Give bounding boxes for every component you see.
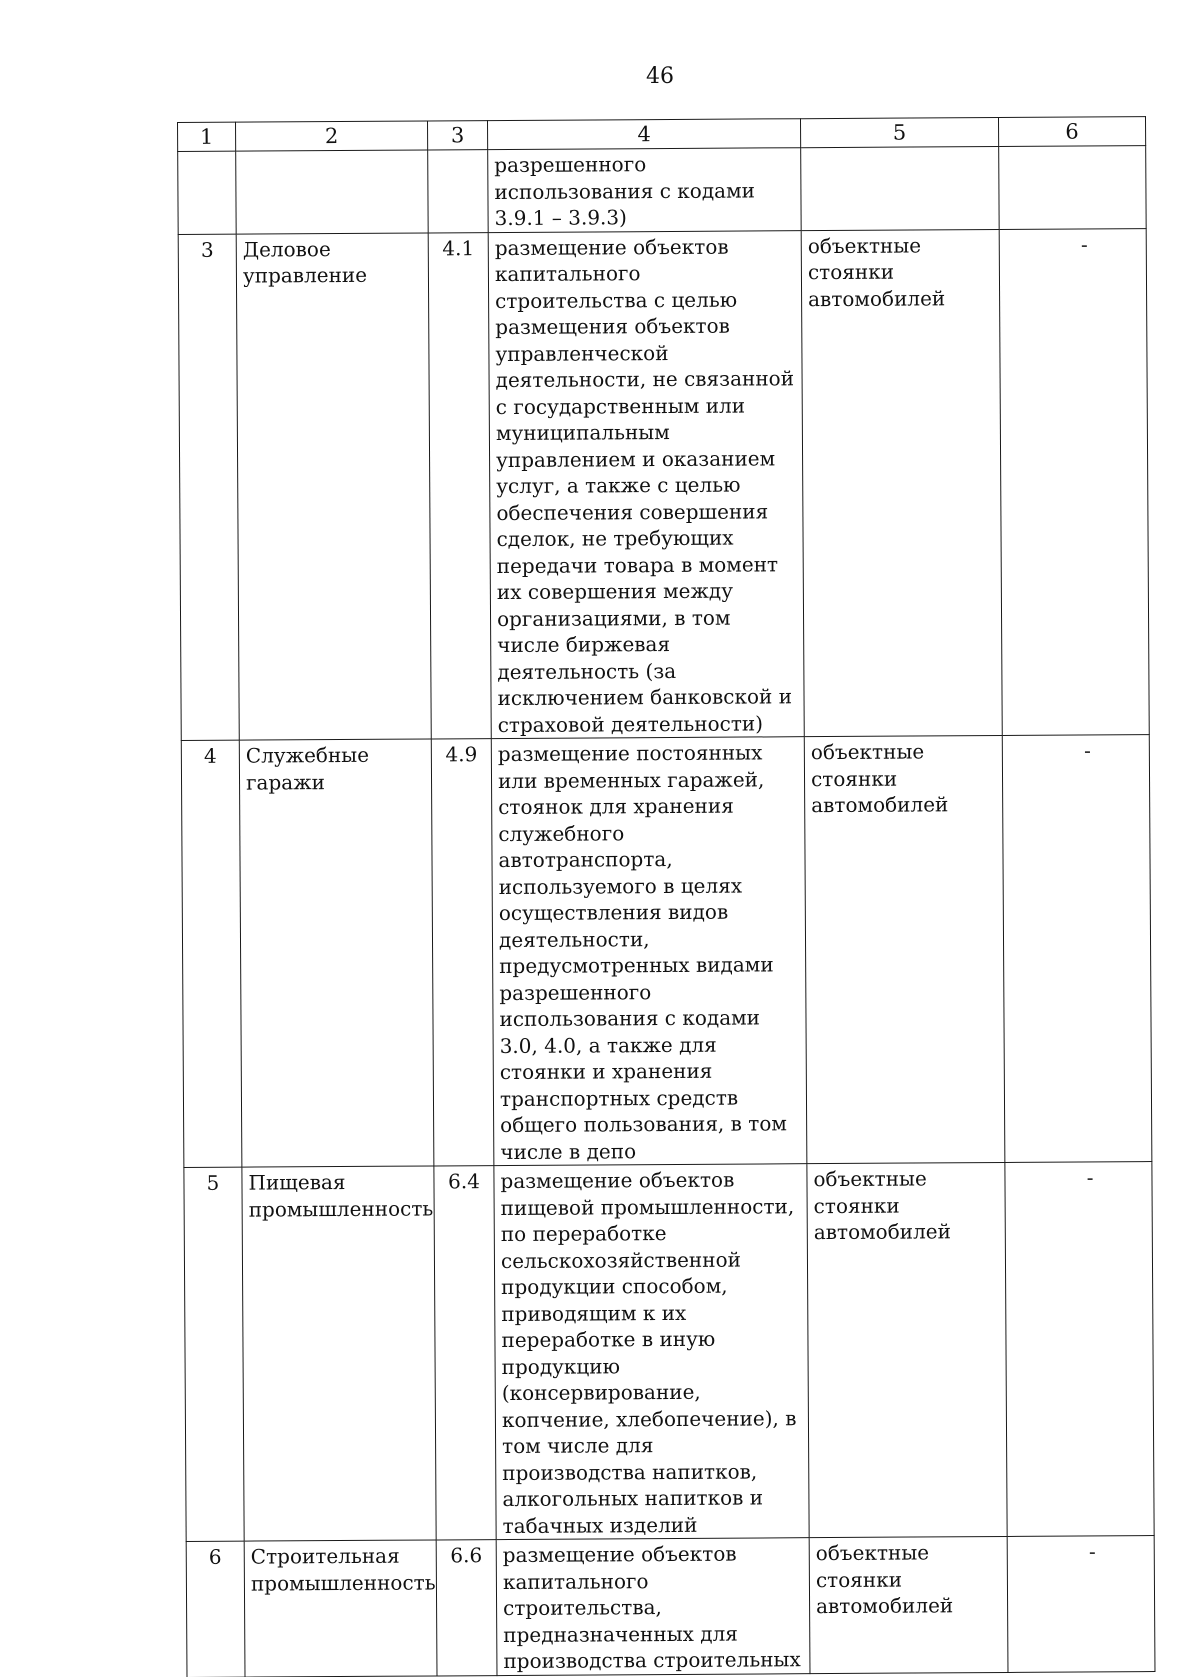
parking-cell: объектные стоянки автомобилей (801, 229, 1002, 737)
description-text: размещение объектов пищевой промышленности, по переработке сельскохозяйственной продукции способом, приводящим к их переработке в иную продукцию (консервирование, копчение, хлебопечение), в том числе для производства напитков, алкогольных напитков и табачных изделий (500, 1167, 797, 1538)
row-number: 6 (186, 1541, 245, 1677)
land-use-code: 6.4 (434, 1166, 496, 1540)
row-number (178, 151, 237, 234)
note-cell: - (1007, 1536, 1155, 1672)
land-use-description (496, 1538, 810, 1675)
table-row (178, 228, 1149, 740)
note-cell (999, 146, 1147, 229)
page-number: 46 (646, 64, 674, 89)
column-header: 2 (236, 121, 428, 151)
column-header: 5 (800, 117, 998, 147)
row-number: 5 (184, 1167, 244, 1541)
land-use-code: 6.6 (436, 1540, 497, 1676)
land-use-code: 4.1 (428, 232, 491, 739)
note-cell: - (1002, 735, 1152, 1163)
land-use-name: Деловое управление (236, 232, 431, 740)
land-use-code (428, 150, 489, 233)
parking-cell (801, 146, 1000, 230)
land-use-name: Служебные гаражи (239, 739, 434, 1167)
description-text: размещение объектов капитального строительства с целью размещения объектов управленческой деятельности, не связанной с государственным или муниципальным управлением и оказанием услуг, а также с целью обеспечения совершения сделок, не требующих передачи товара в момент их совершения между организациями, в том числе биржевая деятельность (за исключением банковской и страховой деятельности) (494, 234, 795, 737)
column-header: 4 (487, 119, 800, 150)
parking-cell: объектные стоянки автомобилей (804, 735, 1005, 1163)
note-cell: - (1005, 1162, 1154, 1537)
description-text: размещение объектов капитального строительства, предназначенных для производства строительных (502, 1541, 801, 1674)
land-use-code: 4.9 (431, 739, 494, 1166)
row-number: 4 (181, 740, 242, 1167)
table-row (178, 146, 1146, 234)
land-use-table (177, 116, 1155, 1677)
table-row (181, 735, 1152, 1168)
land-use-description (491, 737, 807, 1166)
description-text: разрешенного использования с кодами 3.9.1 – 3.9.3) (494, 152, 755, 231)
note-cell: - (999, 228, 1149, 735)
land-use-description (494, 1164, 809, 1540)
table-row (184, 1162, 1154, 1542)
land-use-name (236, 150, 429, 234)
row-number: 3 (178, 234, 239, 741)
land-use-name: Пищевая промышленность (242, 1166, 436, 1541)
land-use-name: Строительная промышленность (244, 1540, 437, 1677)
land-use-description (488, 148, 801, 232)
description-text: размещение постоянных или временных гаражей, стоянок для хранения служебного автотранспорта, используемого в целях осуществления видов деятельности, предусмотренных видами разрешенного использования с кодами 3.0, 4.0, а также для стоянки и хранения транспортных средств общего пользования, в том числе в депо (497, 740, 787, 1164)
land-use-description (488, 230, 804, 738)
column-header: 6 (998, 117, 1145, 147)
column-header: 1 (178, 122, 236, 151)
parking-cell: объектные стоянки автомобилей (807, 1162, 1007, 1537)
parking-cell: объектные стоянки автомобилей (809, 1536, 1008, 1673)
column-header: 3 (427, 121, 487, 150)
